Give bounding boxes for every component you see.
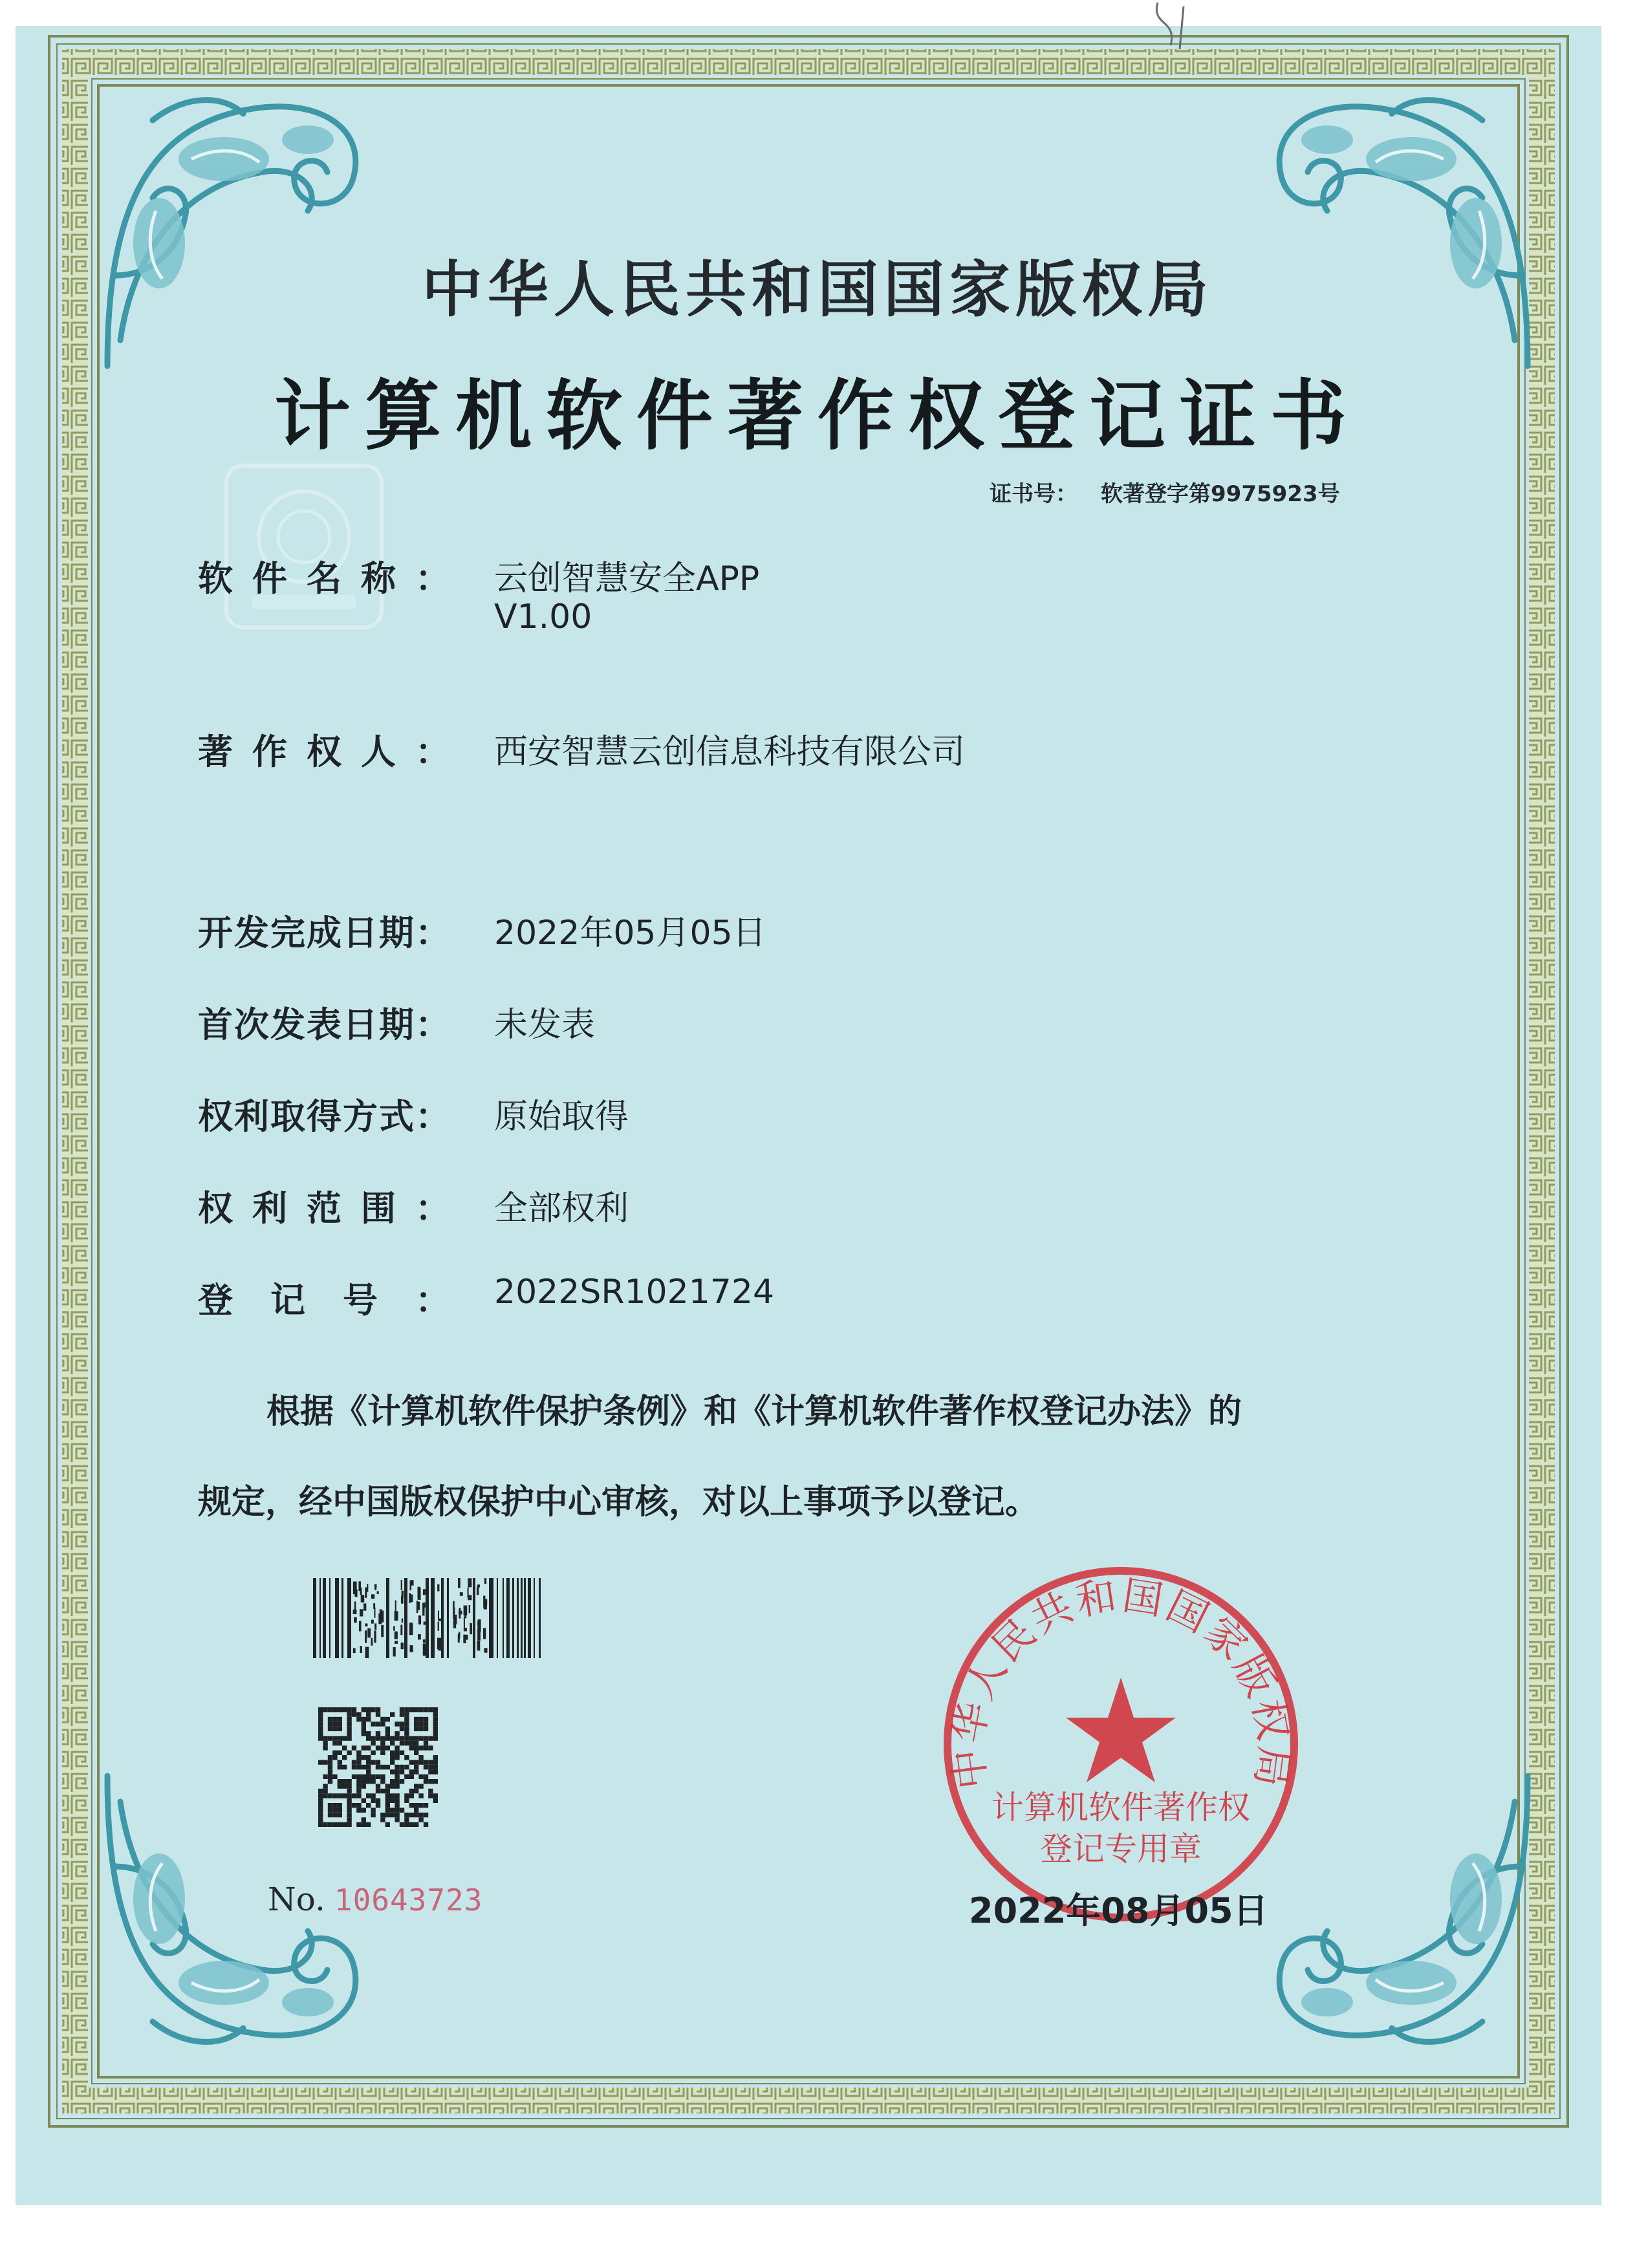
seal-inner-line-2: 登记专用章 [1040, 1830, 1202, 1868]
field-value-software-version: V1.00 [494, 598, 592, 636]
field-label-software-name: 软 件 名 称 ： [198, 558, 450, 599]
field-label-copyright-owner: 著 作 权 人 ： [198, 731, 450, 772]
certificate-number-label: 证书号： [990, 481, 1077, 507]
field-value-software-name: 云创智慧安全APP [494, 559, 760, 598]
barcode [313, 1578, 541, 1658]
official-seal [937, 1560, 1305, 1928]
field-value-acquisition-method: 原始取得 [494, 1097, 629, 1136]
statement-line-1: 根据《计算机软件保护条例》和《计算机软件著作权登记办法》的 [266, 1392, 1242, 1431]
statement-line-2: 规定，经中国版权保护中心审核，对以上事项予以登记。 [198, 1483, 1039, 1522]
seal-inner-line-1: 计算机软件著作权 [991, 1789, 1250, 1826]
field-value-publication-date: 未发表 [494, 1006, 596, 1044]
issuing-authority: 中华人民共和国国家版权局 [421, 255, 1213, 325]
serial-prefix: No. [268, 1881, 325, 1918]
field-label-acquisition-method: 权 利 取 得 方 式 ： [198, 1096, 450, 1137]
certificate-number [990, 476, 1340, 508]
field-value-completion-date: 2022年05月05日 [494, 914, 766, 953]
field-label-registration-number: 登 记 号 ： [198, 1280, 450, 1321]
emboss-watermark-icon [220, 459, 388, 634]
field-label-rights-scope: 权 利 范 围 ： [198, 1188, 450, 1229]
field-label-completion-date: 开 发 完 成 日 期 ： [198, 913, 450, 953]
field-value-registration-number: 2022SR1021724 [494, 1273, 775, 1312]
corner-ornament-top-left [94, 81, 418, 379]
qr-code [318, 1707, 441, 1828]
seal-ring-text: 中华人民共和国国家版权局 [944, 1571, 1298, 1792]
seal-star-icon [1066, 1678, 1176, 1782]
field-value-rights-scope: 全部权利 [494, 1189, 629, 1228]
pencil-mark-icon [1138, 0, 1216, 52]
certificate-number-value: 软著登字第9975923号 [1101, 481, 1340, 507]
field-label-publication-date: 首 次 发 表 日 期 ： [198, 1004, 450, 1045]
issue-date: 2022年08月05日 [969, 1890, 1268, 1931]
corner-ornament-top-right [1217, 81, 1541, 379]
serial-digits: 10643723 [334, 1883, 483, 1917]
field-value-copyright-owner: 西安智慧云创信息科技有限公司 [494, 733, 966, 772]
certificate-title: 计算机软件著作权登记证书 [274, 371, 1361, 460]
serial-number [268, 1881, 482, 1918]
